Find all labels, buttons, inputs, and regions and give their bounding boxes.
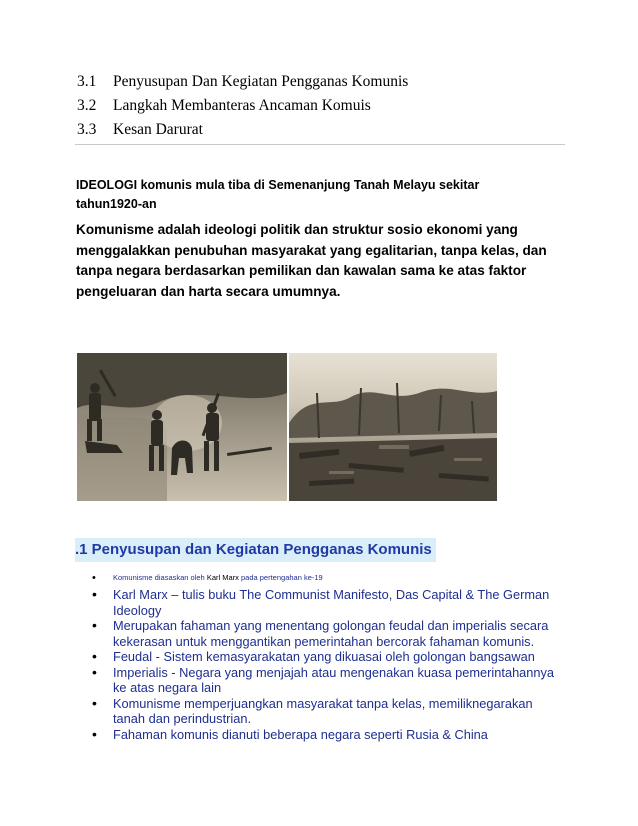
toc-number: 3.2 [77, 97, 97, 114]
section-heading: .1 Penyusupan dan Kegiatan Pengganas Komunis [75, 538, 436, 562]
toc-item[interactable] [77, 70, 567, 94]
table-of-contents [77, 70, 567, 142]
bullet-list [92, 572, 568, 742]
soldiers-photo [77, 353, 287, 501]
toc-item[interactable] [77, 94, 567, 118]
divider [75, 144, 565, 145]
list-item [92, 572, 568, 584]
list-item-text: pada pertengahan ke-19 [238, 573, 323, 582]
list-item: • Feudal - Sistem kemasyarakatan yang dikuasai oleh golongan bangsawan [92, 649, 568, 665]
photo-strip [77, 353, 497, 501]
definition-text: Komunisme adalah ideologi politik dan struktur sosio ekonomi yang menggalakkan penubuhan masyarakat yang egalitarian, tanpa kelas, dan tanpa negara berdasarkan pemilikan dan kawalan sama ke atas faktor pengeluaran dan harta secara umumnya. [76, 222, 547, 299]
burned-village-photo [289, 353, 497, 501]
list-item: • Komunisme memperjuangkan masyarakat tanpa kelas, memiliknegarakan tanah dan perindustrian. [92, 696, 568, 727]
list-item: • Karl Marx – tulis buku The Communist Manifesto, Das Capital & The German Ideology [92, 587, 568, 618]
toc-number: 3.3 [77, 121, 97, 138]
toc-label: Langkah Membanteras Ancaman Komuis [113, 97, 371, 114]
list-item: • Merupakan fahaman yang menentang golongan feudal dan imperialis secara kekerasan untuk menggantikan pemerintahan bercorak fahaman komunis. [92, 618, 568, 649]
toc-label: Penyusupan Dan Kegiatan Pengganas Komunis [113, 73, 409, 90]
list-item-name: Karl Marx [206, 573, 239, 582]
toc-label: Kesan Darurat [113, 121, 203, 138]
toc-number: 3.1 [77, 73, 97, 90]
list-item: • Fahaman komunis dianuti beberapa negara seperti Rusia & China [92, 727, 568, 743]
intro-text: IDEOLOGI komunis mula tiba di Semenanjung Tanah Melayu sekitar tahun1920-an [76, 178, 480, 211]
list-item: • Imperialis - Negara yang menjajah atau mengenakan kuasa pemerintahannya ke atas negara lain [92, 665, 568, 696]
list-item-text: Komunisme diasaskan oleh [113, 573, 207, 582]
toc-item[interactable] [77, 118, 567, 142]
